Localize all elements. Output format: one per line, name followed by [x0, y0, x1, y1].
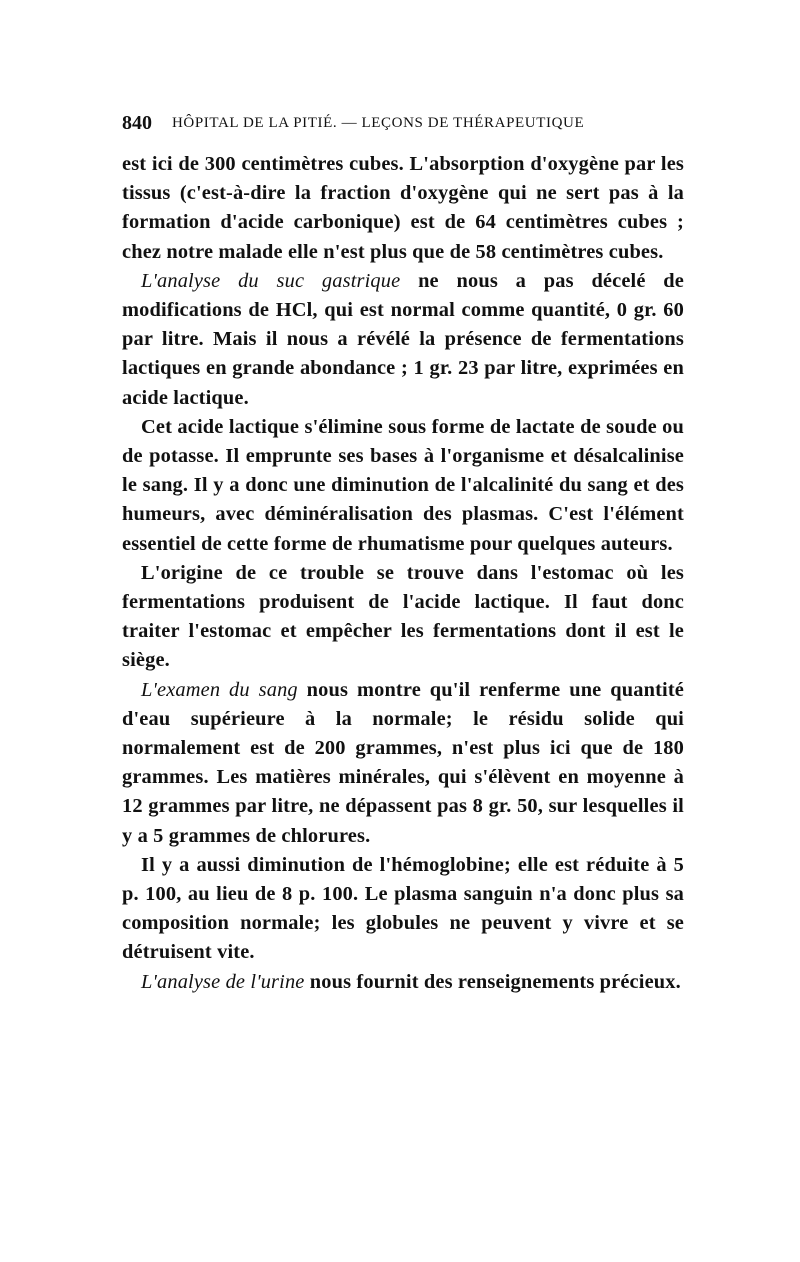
paragraph-urine-analysis [122, 968, 684, 997]
paragraph-text: Cet acide lactique s'élimine sous forme de lactate de soude ou de potasse. Il emprunte ses bases à l'organisme et désalcalinise le sang. Il y a donc une diminution de l'alcalinité du sang et des humeurs, avec déminéralisation des plasmas. C'est l'élément essentiel de cette forme de rhumatisme pour quelques auteurs. [122, 415, 684, 555]
paragraph-lactic-acid [122, 413, 684, 559]
paragraph-text: ne nous a pas décelé de modifications de HCl, qui est normal comme quantité, 0 gr. 60 par litre. Mais il nous a révélé la présence de fermentations lactiques en grande abondance ; 1 gr. 23 par litre, exprimées en acide lactique. [122, 269, 684, 409]
paragraph-lead: L'analyse de l'urine [141, 970, 305, 993]
paragraph-lead: L'analyse du suc gastrique [141, 269, 401, 292]
paragraph-oxygen-absorption [122, 150, 684, 267]
paragraph-text: nous fournit des renseignements précieux. [304, 970, 681, 993]
paragraph-text: Il y a aussi diminution de l'hémoglobine; elle est réduite à 5 p. 100, au lieu de 8 p. 100. Le plasma sanguin n'a donc plus sa composition normale; les globules ne peuvent y vivre et se détruisent vite. [122, 853, 684, 964]
paragraph-origin [122, 559, 684, 676]
paragraph-lead: L'examen du sang [141, 678, 298, 701]
page-number: 840 [122, 112, 152, 134]
paragraph-gastric-analysis [122, 267, 684, 413]
running-title: HÔPITAL DE LA PITIÉ. — LEÇONS DE THÉRAPEUTIQUE [172, 115, 585, 131]
paragraph-blood-exam [122, 676, 684, 851]
paragraph-text: nous montre qu'il renferme une quantité d'eau supérieure à la normale; le résidu solide qui normalement est de 200 grammes, n'est plus ici que de 180 grammes. Les matières minérales, qui s'élèvent en moyenne à 12 grammes par litre, ne dépassent pas 8 gr. 50, sur lesquelles il y a 5 grammes de chlorures. [122, 678, 684, 847]
paragraph-text: est ici de 300 centimètres cubes. L'absorption d'oxygène par les tissus (c'est-à-dire la fraction d'oxygène qui ne sert pas à la formation d'acide carbonique) est de 64 centimètres cubes ; chez notre malade elle n'est plus que de 58 centimètres cubes. [122, 153, 684, 263]
running-header [122, 112, 684, 142]
paragraph-hemoglobin [122, 851, 684, 968]
body-text [122, 150, 684, 997]
paragraph-text: L'origine de ce trouble se trouve dans l'estomac où les fermentations produisent de l'acide lactique. Il faut donc traiter l'estomac et empêcher les fermentations dont il est le siège. [122, 561, 684, 672]
book-page [122, 112, 684, 997]
